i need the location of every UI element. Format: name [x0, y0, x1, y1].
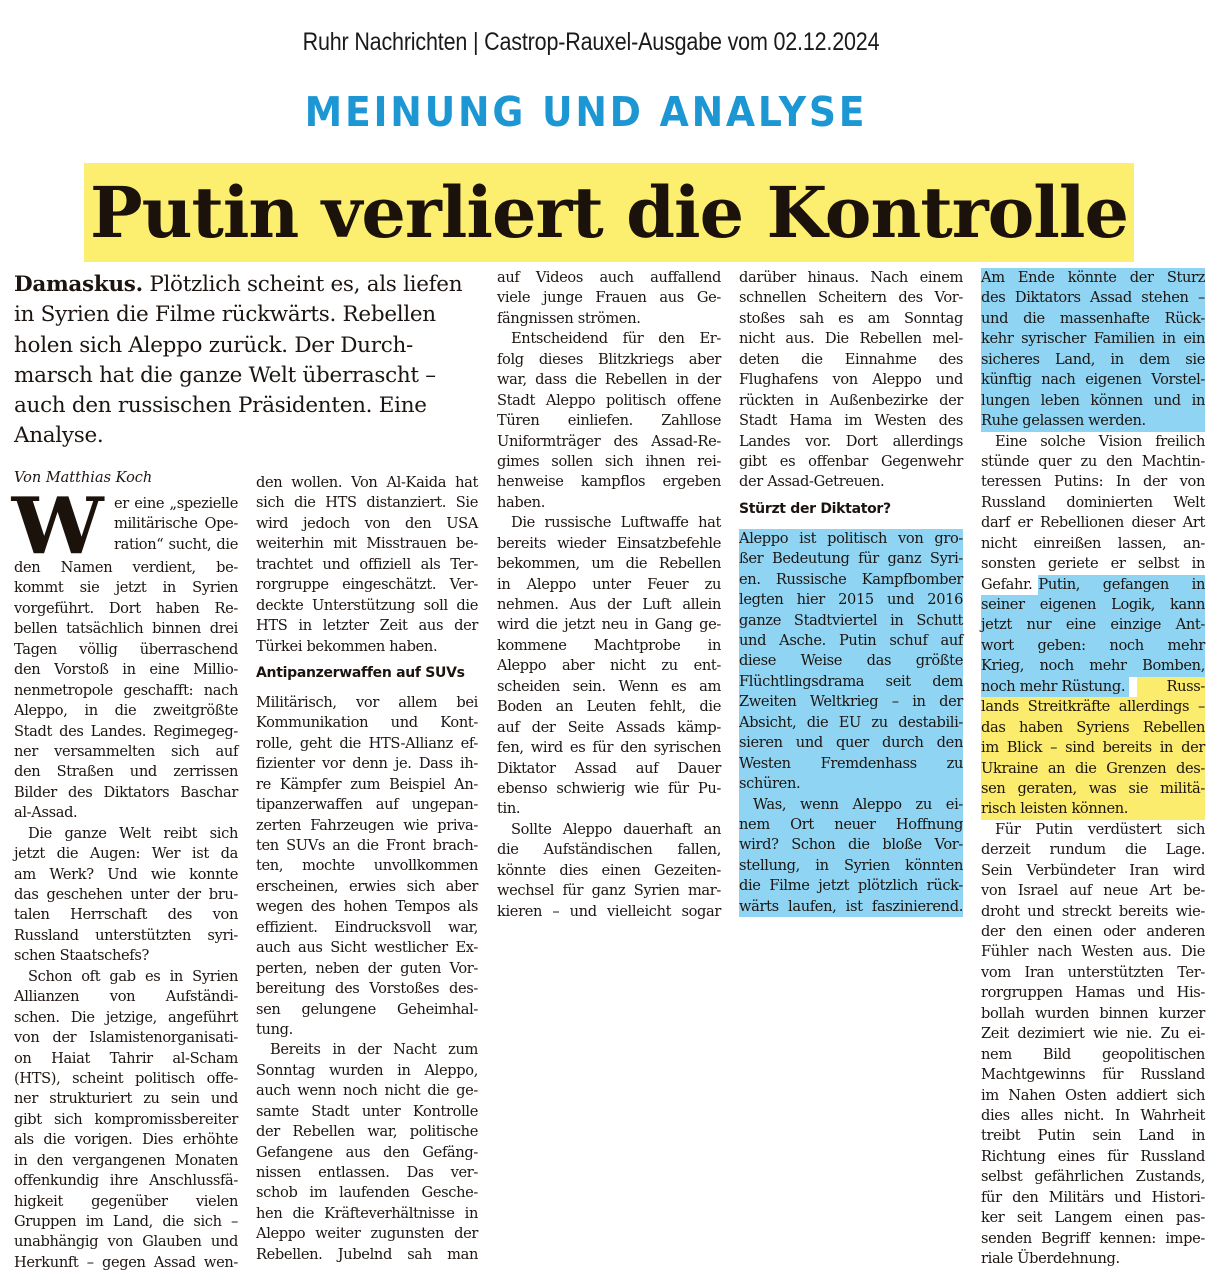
text-line: kehr syrischer Familien in ein [981, 330, 1205, 348]
text-line: darf er Rebellionen dieser Art [981, 514, 1205, 532]
text-line: stünde quer zu den Machtin- [981, 452, 1205, 470]
text-line: wort geben: noch mehr [981, 636, 1205, 654]
text-line: gibt es offenbar Gegenwehr [739, 452, 963, 470]
text-line: Krieg, noch mehr Bomben, [981, 657, 1205, 675]
article-column-5 [981, 268, 1205, 1269]
text-line: kieren – und vielleicht sogar [497, 902, 721, 920]
text-line: lungen leben können und in [981, 391, 1205, 409]
text-line: ten SUVs an die Front brach- [256, 837, 478, 854]
text-line: higkeit gegenüber vielen [14, 1192, 238, 1210]
text-line: Die russische Luftwaffe hat [511, 514, 721, 532]
text-line: Zeit dezimiert wie nie. Zu ei- [981, 1025, 1205, 1043]
text-line: bekommen, um die Rebellen [497, 555, 721, 573]
text-line: kommene Machtprobe in [497, 636, 721, 654]
text-line: im Nahen Osten addiert sich [981, 1086, 1205, 1104]
text-line: Richtung eines für Russland [981, 1147, 1205, 1165]
text-line: kommt sie jetzt in Syrien [14, 579, 238, 597]
text-line: treibt Putin sein Land in [981, 1127, 1205, 1145]
text-line: risch leisten können. [981, 799, 1128, 819]
text-line: könnte dies einen Gezeiten- [497, 861, 721, 879]
text-line: Allianzen von Aufständi- [14, 988, 238, 1006]
text-line: Russland dominierten Welt [981, 493, 1205, 511]
text-line: das geschehen unter der bru- [14, 886, 238, 903]
text-line: ßer Bedeutung für ganz Syri- [739, 550, 963, 568]
text-line: diese Weise das größte [739, 652, 963, 670]
text-line: als die vorigen. Dies erhöhte [14, 1131, 238, 1149]
text-line: sonsten geriete er selbst in [981, 555, 1205, 573]
text-line: des Diktators Assad stehen – [981, 289, 1205, 307]
text-line: vorgeführt. Dort haben Re- [14, 599, 238, 617]
text-line: Diktator Assad auf Dauer [497, 759, 721, 777]
text-fragment-highlighted: Russ- [1137, 677, 1205, 697]
text-line: deten die Einnahme des [739, 350, 963, 368]
text-line: wird? Schon die bloße Vor- [739, 836, 963, 854]
text-line: künftig nach eigenen Vorstel- [981, 371, 1205, 389]
byline: Von Matthias Koch [14, 470, 153, 486]
text-line: schen Staatschefs? [14, 947, 149, 965]
text-line: Militärisch, vor allem bei [256, 693, 478, 711]
text-line: Aleppo aber nicht zu ent- [497, 657, 721, 675]
text-line: militärische Ope- [114, 515, 238, 533]
subheading-stuerzt-der-diktator: Stürzt der Diktator? [739, 500, 891, 517]
text-line: on Haiat Tahrir al-Scham [14, 1049, 238, 1067]
text-line: Flughafens von Aleppo und [739, 371, 963, 389]
text-fragment: Gefahr. [981, 575, 1033, 593]
text-line: ration“ sucht, die [114, 535, 238, 553]
text-line: sicheres Land, in dem sie [981, 350, 1205, 368]
text-line: wegen des hohen Tempos als [256, 898, 478, 916]
text-line: Ruhe gelassen werden. [981, 412, 1146, 430]
text-line: tipanzerwaffen auf ungepan- [256, 796, 478, 814]
text-line: war, dass die Rebellen in der [497, 371, 721, 389]
text-line: auf Videos auch auffallend [497, 269, 721, 286]
text-line: Bilder des Diktators Baschar [14, 783, 238, 801]
text-line: die Filme jetzt plötzlich rück- [739, 877, 963, 895]
text-line: sich die HTS distanziert. Sie [256, 494, 478, 512]
text-line: nem Ort neuer Hoffnung [739, 815, 963, 833]
text-line: Sollte Aleppo dauerhaft an [511, 820, 721, 838]
text-line: von der Islamistenorganisati- [14, 1029, 238, 1047]
text-line: fen, wird es für den syrischen [497, 739, 721, 757]
text-line: fizienter vor denn je. Dass ih- [256, 755, 478, 773]
drop-cap: W [11, 481, 100, 572]
text-line: weiterhin mit Misstrauen be- [256, 535, 478, 553]
text-line: und Asche. Putin schuf auf [739, 632, 963, 649]
text-line: fängnissen strömen. [497, 309, 641, 327]
text-line: Eine solche Vision freilich [995, 432, 1205, 450]
text-line: bereitung des Vorstoßes des- [256, 980, 478, 998]
text-line: er eine „spezielle [114, 495, 238, 512]
text-line: sieren und quer durch den [739, 734, 963, 752]
text-line: auf der Seite Assads kämp- [497, 718, 721, 736]
text-line: am Werk? Und wie konnte [14, 865, 238, 883]
lead-paragraph [14, 270, 484, 452]
dateline: Damaskus. [14, 272, 143, 297]
text-line: bereits wieder Einsatzbefehle [497, 534, 721, 552]
text-line: auch wenn noch nicht die ge- [256, 1082, 478, 1100]
text-line: talen Herrschaft des von [14, 906, 238, 924]
text-line: in den vergangenen Monaten [14, 1151, 238, 1169]
text-line: haben. [497, 493, 546, 511]
text-line: senden Begriff kennen: impe- [981, 1229, 1205, 1247]
text-line: riale Überdehnung. [981, 1250, 1120, 1268]
text-line: rolle, geht die HTS-Allianz ef- [256, 734, 478, 752]
text-line: stoßes sah es am Sonntag [739, 309, 963, 327]
text-line: jetzt die Augen: Wer ist da [14, 845, 238, 863]
article-column-3 [497, 268, 721, 922]
text-line: Uniformträger des Assad-Re- [497, 432, 721, 450]
text-line: folg dieses Blitzkriegs aber [497, 350, 721, 368]
text-line: Stadt des Landes. Regimegeg- [14, 722, 238, 740]
source-line: Ruhr Nachrichten | Castrop-Rauxel-Ausgabe vom 02.12.2024 [302, 28, 880, 56]
text-line: deckte Unterstützung soll die [256, 596, 478, 614]
text-line: tin. [497, 800, 521, 818]
text-line: derzeit rundum die Lage. [981, 841, 1205, 859]
text-line: droht und streckt bereits wie- [981, 902, 1205, 920]
text-line: auch aus Sicht westlicher Ex- [256, 939, 478, 957]
text-line: trachtet und offiziell als Ter- [256, 555, 478, 573]
text-line: von Israel auf neue Art be- [981, 882, 1205, 900]
text-line: Aleppo ist politisch von gro- [739, 529, 963, 547]
text-line: der den einen oder anderen [981, 923, 1205, 941]
text-line: Sonntag wurden in Aleppo, [256, 1061, 478, 1079]
text-line: HTS in letzter Zeit aus der [256, 617, 478, 635]
text-fragment-highlighted: Putin, gefangen in [1038, 575, 1205, 595]
text-line: Flüchtlingsdrama seit dem [739, 672, 963, 690]
section-label: MEINUNG UND ANALYSE [304, 88, 868, 136]
text-line: Entscheidend für den Er- [511, 330, 721, 348]
text-line: schnellen Scheitern des Vor- [739, 289, 963, 307]
text-line: wärts laufen, ist faszinierend. [739, 897, 963, 915]
text-line: unabhängig von Glauben und [14, 1233, 238, 1251]
lead-line: holen sich Aleppo zurück. Der Durch- [14, 332, 413, 358]
highlighted-passage-blue [981, 268, 1205, 432]
text-line: bollah wurden binnen kurzer [981, 1004, 1205, 1022]
text-line: der Assad-Getreuen. [739, 473, 885, 491]
text-line: Tagen völlig überraschend [14, 640, 238, 658]
text-line: ten, mochte unvollkommen [256, 857, 478, 875]
text-line: dies alles nicht. In Wahrheit [981, 1106, 1205, 1124]
highlighted-passage-blue [739, 529, 963, 917]
text-line: Was, wenn Aleppo zu ei- [753, 795, 963, 813]
text-line: wechsel für ganz Syrien mar- [497, 882, 721, 900]
text-line: al-Assad. [14, 804, 78, 822]
text-line: Gruppen im Land, die sich – [14, 1213, 238, 1230]
article-column-1 [11, 481, 238, 1273]
text-line: Türen einliefen. Zahllose [497, 412, 721, 430]
text-line: Machtgewinns für Russland [981, 1066, 1205, 1084]
text-line: nicht einreißen lassen, an- [981, 534, 1205, 552]
text-line: schob im laufenden Gesche- [256, 1184, 478, 1202]
text-line: den Straßen und zerrissen [14, 763, 238, 781]
text-line: en. Russische Kampfbomber [739, 570, 963, 588]
text-line: Rebellen. Jubelnd sah man [256, 1245, 478, 1263]
text-line: darüber hinaus. Nach einem [739, 269, 963, 286]
text-line: Stadt Aleppo politisch offene [497, 391, 721, 409]
text-line: vom Iran unterstützten Ter- [981, 963, 1205, 981]
text-line: zerten Fahrzeugen wie priva- [256, 816, 478, 834]
text-line: henweise kampflos ergeben [497, 473, 721, 491]
text-line: re Kämpfer zum Beispiel An- [256, 775, 478, 793]
text-line: Fühler nach Westen aus. Die [981, 943, 1205, 961]
text-line: erscheinen, erwies sich aber [256, 877, 478, 895]
text-line: Für Putin verdüstert sich [995, 820, 1205, 838]
text-line: nehmen. Aus der Luft allein [497, 596, 721, 613]
text-line: selbst gefährlichen Zustands, [981, 1168, 1205, 1186]
text-line: rorgruppe eingeschätzt. Ver- [256, 576, 478, 594]
highlighted-passage-blue [981, 595, 1205, 677]
text-line: teressen Putins: In der von [981, 473, 1205, 491]
text-line: lands Streitkräfte allerdings – [981, 698, 1205, 716]
text-line: ker seit Langem einen pas- [981, 1209, 1205, 1227]
text-line: Gefangene aus den Gefäng- [256, 1143, 478, 1161]
text-line: sen geraten, was sie militä- [981, 779, 1205, 797]
text-line: für den Militärs und Histori- [981, 1188, 1205, 1206]
text-line: ner versammelten sich auf [14, 742, 238, 760]
text-line: Aleppo weiter zugunsten der [256, 1225, 478, 1243]
text-line: samte Stadt unter Kontrolle [256, 1102, 478, 1120]
text-line: Türkei bekommen haben. [256, 637, 438, 655]
text-line: schüren. [739, 775, 801, 793]
text-line: gibt sich kompromissbereiter [14, 1110, 238, 1128]
text-line: wird die jetzt neu in Gang ge- [497, 616, 721, 634]
text-line: Aleppo, in die zweitgrößte [14, 702, 238, 720]
text-line: im Blick – sind bereits in der [981, 739, 1205, 757]
text-line: (HTS), scheint politisch offe- [14, 1069, 238, 1087]
text-line: ebenso schwierig wie für Pu- [497, 779, 721, 797]
text-line: jetzt nur eine einzige Ant- [981, 616, 1205, 634]
text-line: sen gelungene Geheimhal- [256, 1000, 478, 1018]
text-line: offenkundig ihre Anschlussfä- [14, 1172, 238, 1190]
lead-line: auch den russischen Präsidenten. Eine [14, 393, 427, 419]
text-line: Russland unterstützten syri- [14, 926, 238, 944]
text-fragment-highlighted: noch mehr Rüstung. [981, 677, 1129, 697]
text-line: Herkunft – gegen Assad wen- [14, 1253, 238, 1271]
text-line: nenmetropole geschafft: nach [14, 681, 238, 699]
text-line: bellen tatsächlich binnen drei [14, 620, 238, 638]
text-line: scheiden sein. Wenn es am [497, 677, 721, 695]
headline: Putin verliert die Kontrolle [89, 171, 1129, 254]
text-line: tung. [256, 1020, 293, 1038]
text-line: seiner eigenen Logik, kann [981, 596, 1205, 613]
lead-line: Analyse. [14, 423, 104, 449]
lead-line: Plötzlich scheint es, als liefen [142, 272, 463, 297]
text-line: rorgruppen Hamas und His- [981, 984, 1205, 1002]
text-line: nicht aus. Die Rebellen mel- [739, 330, 963, 348]
text-line: effizient. Eindrucksvoll war, [256, 918, 478, 936]
text-line: nem Bild geopolitischen [981, 1045, 1205, 1063]
text-line: der Rebellen war, politische [256, 1123, 478, 1141]
text-line: schen. Die jetzige, angeführt [14, 1008, 238, 1026]
text-line: wird jedoch von den USA [256, 514, 478, 532]
text-line: in Aleppo unter Feuer zu [497, 575, 721, 593]
text-line: und die massenhafte Rück- [981, 309, 1205, 327]
text-line: Westen Fremdenhass zu [739, 754, 963, 772]
article-column-4 [739, 268, 963, 917]
text-line: ner strukturiert zu sein und [14, 1090, 238, 1108]
text-line: das haben Syriens Rebellen [981, 718, 1205, 736]
text-line: Stadt Hama im Westen des [739, 412, 963, 430]
text-line: hen die Kräfteverhältnisse in [256, 1204, 478, 1222]
text-line: Ukraine an die Grenzen des- [981, 759, 1205, 777]
text-line: perten, neben der guten Vor- [256, 959, 478, 977]
text-line: gimes sollen sich ihnen rei- [497, 452, 721, 470]
text-line: den wollen. Von Al-Kaida hat [256, 474, 478, 491]
text-line: Boden an Leuten fehlt, die [497, 698, 721, 716]
text-line: den Vorstoß in eine Millio- [14, 661, 238, 679]
text-line-mixed [981, 677, 1205, 697]
text-line: den Namen verdient, be- [14, 559, 238, 576]
text-line: viele junge Frauen aus Ge- [497, 289, 721, 307]
highlighted-passage-yellow [981, 697, 1205, 820]
text-line: Kommunikation und Kont- [256, 714, 478, 732]
text-line: nissen entlassen. Das ver- [256, 1164, 478, 1181]
text-line: Am Ende könnte der Sturz [981, 269, 1205, 286]
article-column-2 [256, 473, 478, 1265]
text-line: stellung, in Syrien könnten [739, 856, 963, 874]
text-line: die Aufständischen fallen, [497, 841, 721, 859]
text-line: Bereits in der Nacht zum [270, 1041, 478, 1059]
text-line: Zweiten Weltkrieg – in der [739, 693, 963, 711]
lead-line: marsch hat die ganze Welt überrascht – [14, 362, 436, 388]
text-line: legten hier 2015 und 2016 [739, 591, 963, 609]
text-line: rückten in Außenbezirke der [739, 391, 963, 409]
text-line: Die ganze Welt reibt sich [28, 824, 238, 842]
lead-line: in Syrien die Filme rückwärts. Rebellen [14, 302, 436, 328]
text-line: Absicht, die EU zu destabili- [739, 713, 963, 731]
text-line-mixed [981, 575, 1205, 595]
text-line: Sein Verbündeter Iran wird [981, 861, 1205, 879]
text-line: Landes vor. Dort allerdings [739, 432, 963, 450]
text-line: ganze Stadtviertel in Schutt [739, 611, 963, 629]
text-line: Schon oft gab es in Syrien [28, 967, 238, 985]
subheading-antipanzerwaffen: Antipanzerwaffen auf SUVs [256, 664, 465, 681]
